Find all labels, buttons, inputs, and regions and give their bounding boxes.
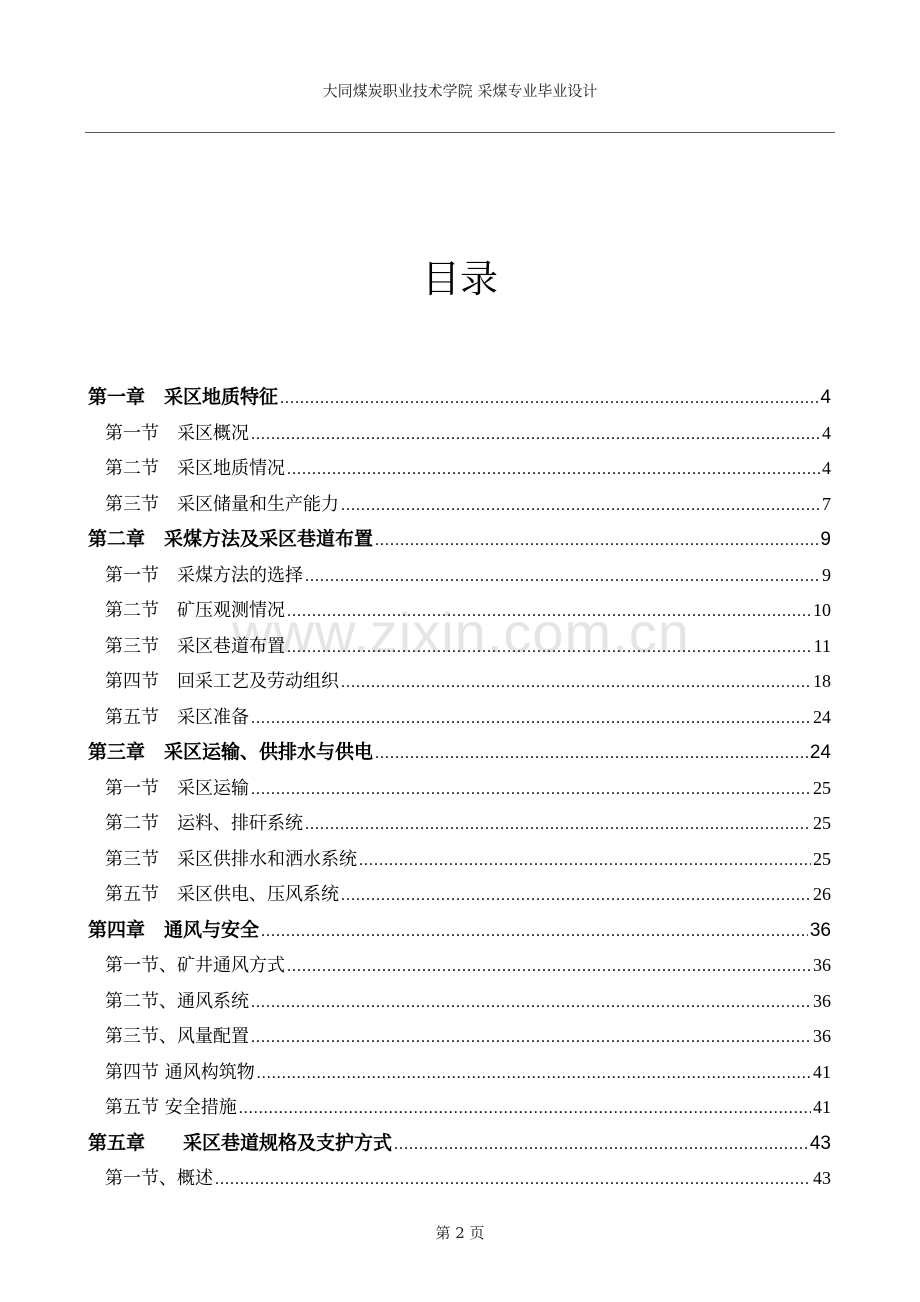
toc-page-number: 24 — [813, 706, 831, 727]
toc-entry-title: 第四节 通风构筑物 — [105, 1061, 255, 1083]
toc-entry-title: 第一节、概述 — [105, 1168, 213, 1189]
toc-dot-leader — [251, 772, 811, 807]
toc-page-number: 43 — [809, 1132, 831, 1154]
toc-entry-title: 第二章 采煤方法及采区巷道布置 — [88, 528, 374, 550]
toc-entry-title: 第一节 采煤方法的选择 — [105, 564, 303, 586]
toc-dot-leader — [251, 1020, 811, 1055]
toc-dot-leader — [375, 736, 808, 771]
toc-dot-leader — [287, 594, 811, 629]
toc-page-number: 36 — [813, 955, 831, 975]
toc-section-entry[interactable] — [88, 806, 831, 842]
toc-page-number: 9 — [822, 564, 831, 585]
toc-dot-leader — [257, 1056, 811, 1091]
page-title: 目录 — [421, 257, 498, 301]
toc-dot-leader — [394, 1127, 808, 1162]
toc-page-number: 18 — [813, 671, 831, 691]
toc-page-number: 41 — [813, 1097, 831, 1117]
toc-dot-leader — [287, 452, 820, 487]
toc-page-number: 10 — [813, 600, 831, 620]
toc-section-entry[interactable] — [88, 664, 831, 700]
toc-dot-leader — [375, 523, 818, 558]
toc-page-number: 43 — [813, 1168, 831, 1188]
toc-section-entry[interactable] — [88, 948, 831, 984]
toc-entry-title: 第四节 回采工艺及劳动组织 — [105, 671, 339, 692]
toc-page-number: 9 — [820, 529, 831, 550]
toc-entry-title: 第三节 采区储量和生产能力 — [105, 493, 339, 515]
toc-dot-leader — [261, 914, 808, 949]
toc-dot-leader — [251, 701, 811, 736]
toc-page-number: 36 — [813, 990, 831, 1011]
toc-chapter-entry[interactable] — [88, 913, 831, 949]
toc-page-number: 25 — [813, 813, 831, 833]
toc-entry-title: 第三节 采区巷道布置 — [105, 635, 285, 657]
toc-dot-leader — [341, 878, 811, 913]
toc-page-number: 25 — [813, 777, 831, 798]
toc-entry-title: 第一节 采区概况 — [105, 422, 249, 444]
toc-section-entry[interactable] — [88, 877, 831, 913]
toc-entry-title: 第三节 采区供排水和洒水系统 — [105, 848, 357, 870]
toc-dot-leader — [215, 1162, 811, 1197]
toc-entry-title: 第四章 通风与安全 — [88, 918, 260, 941]
toc-entry-title: 第三章 采区运输、供排水与供电 — [88, 741, 374, 763]
toc-entry-title: 第二节、通风系统 — [105, 990, 249, 1012]
toc-dot-leader — [305, 559, 820, 594]
toc-page-number: 26 — [813, 884, 831, 904]
toc-dot-leader — [305, 807, 811, 842]
toc-entry-title: 第五章 采区巷道规格及支护方式 — [88, 1131, 393, 1154]
toc-page-number: 36 — [809, 919, 831, 941]
toc-dot-leader — [287, 949, 811, 984]
toc-chapter-entry[interactable] — [88, 380, 831, 416]
toc-entry-title: 第一章 采区地质特征 — [88, 386, 279, 408]
toc-dot-leader — [287, 630, 812, 665]
toc-section-entry[interactable] — [88, 700, 831, 736]
toc-page-number: 24 — [809, 742, 831, 763]
toc-entry-title: 第二节 运料、排矸系统 — [105, 813, 303, 834]
toc-section-entry[interactable] — [88, 771, 831, 807]
toc-page-number: 36 — [813, 1026, 831, 1046]
toc-dot-leader — [280, 381, 818, 416]
toc-section-entry[interactable] — [88, 629, 831, 665]
header-divider — [85, 132, 835, 133]
toc-page-number: 25 — [813, 848, 831, 869]
toc-dot-leader — [341, 665, 811, 700]
toc-section-entry[interactable] — [88, 593, 831, 629]
toc-page-number: 4 — [822, 422, 831, 443]
toc-section-entry[interactable] — [88, 1090, 831, 1126]
toc-section-entry[interactable] — [88, 842, 831, 878]
toc-dot-leader — [251, 985, 811, 1020]
toc-entry-title: 第三节、风量配置 — [105, 1026, 249, 1047]
toc-dot-leader — [251, 417, 820, 452]
toc-section-entry[interactable] — [88, 1019, 831, 1055]
toc-chapter-entry[interactable] — [88, 735, 831, 771]
watermark: www.zixin.com.cn — [232, 601, 690, 664]
toc-page-number: 11 — [813, 635, 831, 656]
toc-entry-title: 第二节 采区地质情况 — [105, 458, 285, 479]
page-header: 大同煤炭职业技术学院 采煤专业毕业设计 — [322, 82, 598, 100]
toc-dot-leader — [239, 1091, 811, 1126]
table-of-contents — [88, 380, 831, 1197]
toc-section-entry[interactable] — [88, 1161, 831, 1197]
toc-chapter-entry[interactable] — [88, 1126, 831, 1162]
toc-section-entry[interactable] — [88, 984, 831, 1020]
toc-entry-title: 第一节 采区运输 — [105, 777, 249, 799]
toc-page-number: 41 — [813, 1061, 831, 1082]
toc-section-entry[interactable] — [88, 558, 831, 594]
toc-entry-title: 第二节 矿压观测情况 — [105, 600, 285, 621]
toc-page-number: 4 — [822, 458, 831, 478]
toc-entry-title: 第五节 采区供电、压风系统 — [105, 884, 339, 905]
toc-entry-title: 第五节 安全措施 — [105, 1097, 237, 1118]
toc-section-entry[interactable] — [88, 1055, 831, 1091]
toc-dot-leader — [359, 843, 811, 878]
toc-page-number: 4 — [820, 387, 831, 408]
toc-entry-title: 第五节 采区准备 — [105, 706, 249, 728]
toc-section-entry[interactable] — [88, 416, 831, 452]
toc-page-number: 7 — [822, 493, 831, 514]
toc-section-entry[interactable] — [88, 451, 831, 487]
toc-chapter-entry[interactable] — [88, 522, 831, 558]
toc-section-entry[interactable] — [88, 487, 831, 523]
toc-entry-title: 第一节、矿井通风方式 — [105, 955, 285, 976]
toc-dot-leader — [341, 488, 820, 523]
page-footer: 第 2 页 — [435, 1224, 485, 1242]
